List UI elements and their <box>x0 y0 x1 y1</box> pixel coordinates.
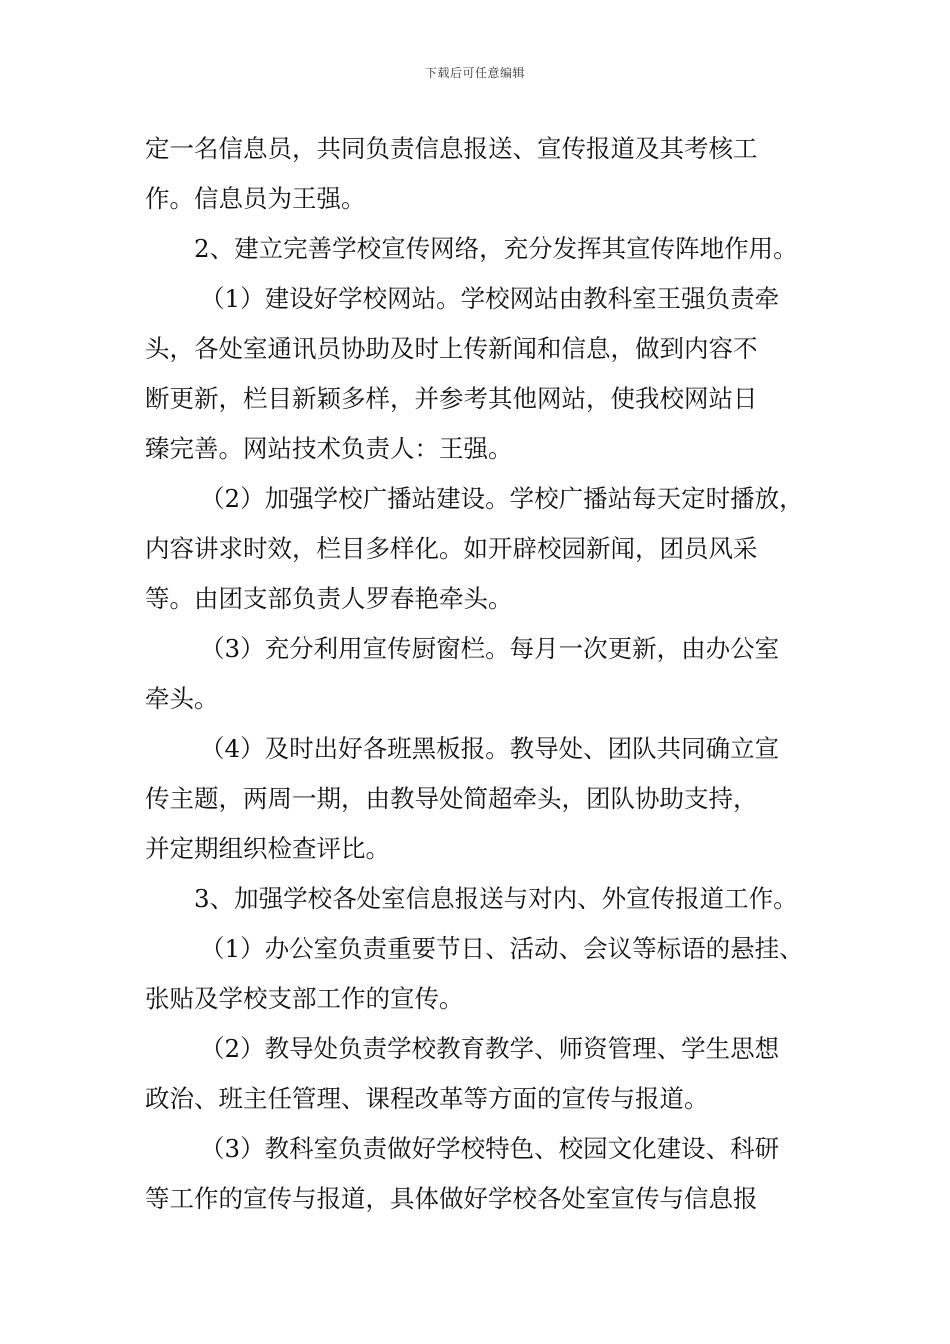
document-body <box>145 124 825 1224</box>
text-line: 头，各处室通讯员协助及时上传新闻和信息，做到内容不 <box>145 334 758 363</box>
text-line: （2）加强学校广播站建设。学校广播站每天定时播放， <box>200 484 804 513</box>
section-heading: 3、加强学校各处室信息报送与对内、外宣传报道工作。 <box>194 884 798 913</box>
text-line: 定一名信息员，共同负责信息报送、宣传报道及其考核工 <box>145 134 758 163</box>
text-line: 内容讲求时效，栏目多样化。如开辟校园新闻，团员风采 <box>145 534 758 563</box>
text-line: 等。由团支部负责人罗春艳牵头。 <box>145 584 513 613</box>
text-line: 断更新，栏目新颖多样，并参考其他网站，使我校网站日 <box>145 384 758 413</box>
text-line: （4）及时出好各班黑板报。教导处、团队共同确立宣 <box>200 734 780 763</box>
text-line: 臻完善。网站技术负责人：王强。 <box>145 434 513 463</box>
text-line: 牵头。 <box>145 684 219 713</box>
text-line: （2）教导处负责学校教育教学、师资管理、学生思想 <box>200 1034 780 1063</box>
text-line: 政治、班主任管理、课程改革等方面的宣传与报道。 <box>145 1084 709 1113</box>
text-line: 传主题，两周一期，由教导处简超牵头，团队协助支持， <box>145 784 758 813</box>
text-line: 作。信息员为王强。 <box>145 184 366 213</box>
text-line: 张贴及学校支部工作的宣传。 <box>145 984 464 1013</box>
text-line: （1）办公室负责重要节日、活动、会议等标语的悬挂、 <box>200 934 804 963</box>
page-header-note: 下载后可任意编辑 <box>424 66 525 80</box>
text-line: （3）教科室负责做好学校特色、校园文化建设、科研 <box>200 1134 780 1163</box>
text-line: （1）建设好学校网站。学校网站由教科室王强负责牵 <box>200 284 780 313</box>
section-heading: 2、建立完善学校宣传网络，充分发挥其宣传阵地作用。 <box>194 234 798 263</box>
text-line: （3）充分利用宣传厨窗栏。每月一次更新，由办公室 <box>200 634 780 663</box>
text-line: 等工作的宣传与报道，具体做好学校各处室宣传与信息报 <box>145 1184 758 1213</box>
text-line: 并定期组织检查评比。 <box>145 834 390 863</box>
